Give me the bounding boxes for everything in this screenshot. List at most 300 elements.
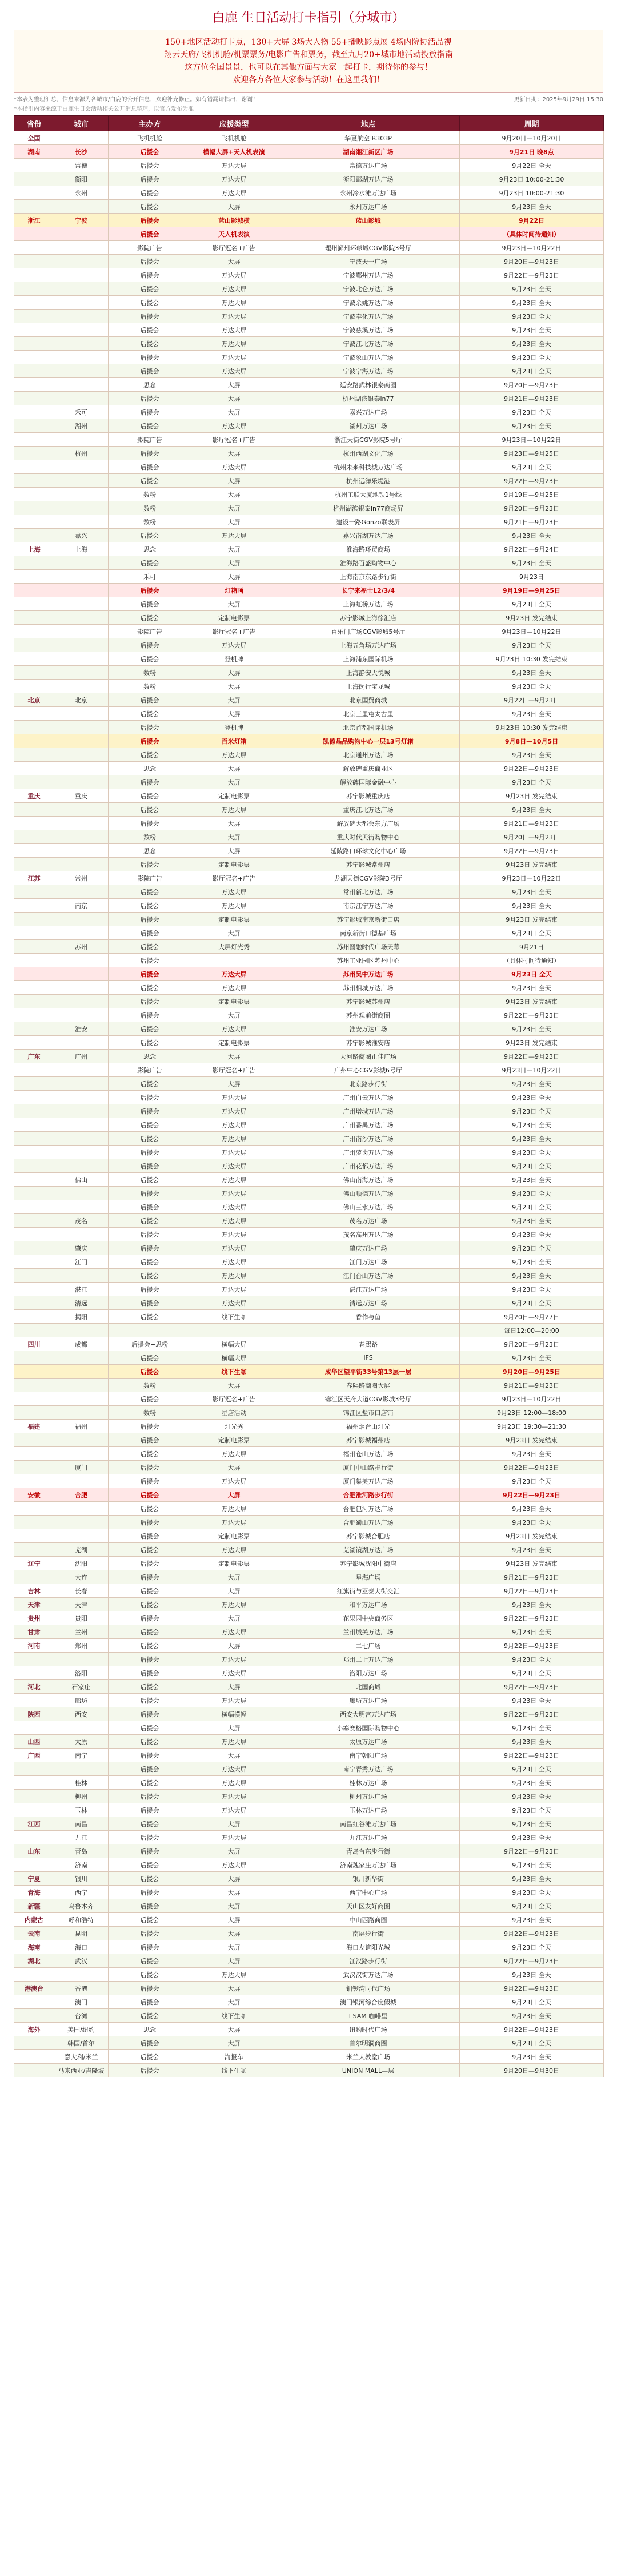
cell-province <box>14 323 54 337</box>
table-row <box>14 1762 604 1776</box>
cell-province <box>14 337 54 351</box>
cell-support-type: 大屏 <box>191 405 277 419</box>
cell-organizer: 后援会 <box>109 1844 191 1858</box>
cell-province <box>14 1296 54 1310</box>
cell-city <box>54 638 109 652</box>
cell-province <box>14 1433 54 1447</box>
cell-organizer: 后援会 <box>109 1296 191 1310</box>
cell-support-type: 万达大屏 <box>191 1653 277 1666</box>
cell-support-type: 大屏 <box>191 515 277 529</box>
cell-support-type: 万达大屏 <box>191 1173 277 1187</box>
cell-period: 9月19日—9月25日 <box>460 488 604 501</box>
cell-period: 9月22日—9月23日 <box>460 1584 604 1598</box>
cell-city: 永州 <box>54 186 109 200</box>
table-row <box>14 1008 604 1022</box>
cell-period: 9月23日 全天 <box>460 981 604 995</box>
cell-city <box>54 1159 109 1173</box>
cell-province <box>14 858 54 871</box>
cell-province <box>14 1721 54 1735</box>
cell-period: 9月23日 发完结束 <box>460 1036 604 1050</box>
cell-province <box>14 680 54 693</box>
cell-province <box>14 1104 54 1118</box>
cell-city <box>54 474 109 488</box>
cell-organizer: 后援会 <box>109 1721 191 1735</box>
cell-period: 9月23日 发完结束 <box>460 913 604 926</box>
cell-province <box>14 803 54 817</box>
cell-location: 福州烟台山灯光 <box>277 1420 460 1433</box>
cell-province <box>14 364 54 378</box>
cell-location: 常州新北万达广场 <box>277 885 460 899</box>
cell-organizer: 后援会 <box>109 913 191 926</box>
cell-location: 苏宁影城福州店 <box>277 1433 460 1447</box>
cell-city <box>54 734 109 748</box>
cell-organizer: 后援会 <box>109 1433 191 1447</box>
table-row <box>14 1694 604 1707</box>
cell-support-type: 万达大屏 <box>191 638 277 652</box>
cell-location: 广州白云万达广场 <box>277 1091 460 1104</box>
cell-period: 9月23日 全天 <box>460 419 604 433</box>
table-row <box>14 172 604 186</box>
cell-organizer: 后援会 <box>109 1570 191 1584</box>
cell-city: 嘉兴 <box>54 529 109 542</box>
cell-city: 江门 <box>54 1255 109 1269</box>
cell-organizer: 影院广告 <box>109 1063 191 1077</box>
cell-organizer: 后援会 <box>109 981 191 995</box>
cell-location: 合肥包河万达广场 <box>277 1502 460 1516</box>
cell-city: 芜湖 <box>54 1543 109 1557</box>
table-row <box>14 1776 604 1790</box>
table-row <box>14 1543 604 1557</box>
cell-support-type: 万达大屏 <box>191 1296 277 1310</box>
cell-support-type: 定制电影票 <box>191 611 277 625</box>
cell-city: 茂名 <box>54 1214 109 1228</box>
cell-support-type: 大屏 <box>191 693 277 707</box>
table-row <box>14 762 604 775</box>
cell-location: 芜湖镜湖万达广场 <box>277 1543 460 1557</box>
cell-organizer: 后援会 <box>109 1529 191 1543</box>
cell-period: 9月22日—9月23日 <box>460 1611 604 1625</box>
cell-period: 9月23日 全天 <box>460 1283 604 1296</box>
cell-period: 9月20日—9月23日 <box>460 830 604 844</box>
table-body <box>14 131 604 2077</box>
cell-city <box>54 296 109 310</box>
cell-support-type: 万达大屏 <box>191 1625 277 1639</box>
cell-period: 9月23日 全天 <box>460 1817 604 1831</box>
cell-city <box>54 1516 109 1529</box>
cell-city <box>54 954 109 967</box>
cell-province <box>14 268 54 282</box>
cell-location: 上海浦东国际机场 <box>277 652 460 666</box>
table-row <box>14 1351 604 1365</box>
cell-period: 9月23日—10月22日 <box>460 433 604 447</box>
cell-province <box>14 1968 54 1982</box>
cell-period: 9月23日 全天 <box>460 1598 604 1611</box>
cell-province <box>14 1283 54 1296</box>
cell-support-type: 大屏 <box>191 1721 277 1735</box>
cell-organizer: 后援会 <box>109 1077 191 1091</box>
cell-location: 苏州观前街商圈 <box>277 1008 460 1022</box>
cell-organizer: 后援会 <box>109 227 191 241</box>
cell-location: 郑州二七万达广场 <box>277 1653 460 1666</box>
cell-organizer: 影院广告 <box>109 871 191 885</box>
cell-province <box>14 378 54 392</box>
cell-support-type: 定制电影票 <box>191 1557 277 1570</box>
cell-location: 苏宁影城苏州店 <box>277 995 460 1008</box>
table-row <box>14 981 604 995</box>
table-row <box>14 1611 604 1625</box>
cell-period: 9月23日 全天 <box>460 1022 604 1036</box>
table-row <box>14 1283 604 1296</box>
table-row <box>14 858 604 871</box>
cell-organizer: 后援会 <box>109 351 191 364</box>
cell-province: 甘肃 <box>14 1625 54 1639</box>
cell-support-type: 大屏 <box>191 1008 277 1022</box>
cell-organizer: 思念 <box>109 762 191 775</box>
cell-support-type: 万达大屏 <box>191 1104 277 1118</box>
cell-province <box>14 1831 54 1844</box>
cell-support-type: 大屏 <box>191 1639 277 1653</box>
cell-location: 宁波鄞州万达广场 <box>277 268 460 282</box>
cell-province <box>14 1447 54 1461</box>
cell-city: 银川 <box>54 1872 109 1886</box>
cell-city: 昆明 <box>54 1927 109 1940</box>
table-row <box>14 145 604 159</box>
table-row <box>14 940 604 954</box>
table-row <box>14 447 604 460</box>
cell-city <box>54 858 109 871</box>
cell-city <box>54 1132 109 1146</box>
cell-province: 辽宁 <box>14 1557 54 1570</box>
cell-period: 9月23日 全天 <box>460 1625 604 1639</box>
cell-location: 湖州万达广场 <box>277 419 460 433</box>
cell-period: 9月23日 <box>460 570 604 584</box>
cell-city: 济南 <box>54 1858 109 1872</box>
table-row <box>14 378 604 392</box>
cell-city <box>54 1008 109 1022</box>
cell-location: 淮海路百盛购物中心 <box>277 556 460 570</box>
cell-period: 9月20日—9月23日 <box>460 255 604 268</box>
cell-period: 9月23日 全天 <box>460 1968 604 1982</box>
table-row <box>14 967 604 981</box>
cell-city: 美国/纽约 <box>54 2023 109 2036</box>
cell-province <box>14 1502 54 1516</box>
cell-city <box>54 967 109 981</box>
schedule-table <box>14 115 604 2077</box>
cell-location: 北京三里屯太古里 <box>277 707 460 721</box>
cell-location: 杭州工联大厦地铁1号线 <box>277 488 460 501</box>
table-row <box>14 1584 604 1598</box>
cell-city: 石家庄 <box>54 1680 109 1694</box>
cell-province: 云南 <box>14 1927 54 1940</box>
cell-period: 9月23日 全天 <box>460 1995 604 2009</box>
cell-support-type: 万达大屏 <box>191 1146 277 1159</box>
cell-location: 中山西路商圈 <box>277 1913 460 1927</box>
cell-support-type: 海报车 <box>191 2050 277 2064</box>
cell-location: 柳州万达广场 <box>277 1790 460 1803</box>
cell-city <box>54 1406 109 1420</box>
cell-organizer: 后援会 <box>109 1461 191 1474</box>
table-row <box>14 1159 604 1173</box>
table-row <box>14 1474 604 1488</box>
cell-location: 肇庆万达广场 <box>277 1241 460 1255</box>
cell-province <box>14 899 54 913</box>
cell-city <box>54 337 109 351</box>
cell-support-type: 大屏 <box>191 501 277 515</box>
cell-organizer: 后援会 <box>109 1214 191 1228</box>
cell-province <box>14 1200 54 1214</box>
cell-organizer: 禾可 <box>109 570 191 584</box>
cell-city: 宁波 <box>54 214 109 227</box>
cell-location: 清远万达广场 <box>277 1296 460 1310</box>
cell-location: 北京路步行街 <box>277 1077 460 1091</box>
cell-organizer: 后援会 <box>109 611 191 625</box>
cell-support-type: 大屏 <box>191 1488 277 1502</box>
cell-support-type: 万达大屏 <box>191 1803 277 1817</box>
cell-organizer: 后援会 <box>109 1187 191 1200</box>
cell-period: 9月23日 全天 <box>460 748 604 762</box>
cell-period: 9月23日 19:30—21:30 <box>460 1420 604 1433</box>
cell-organizer: 后援会 <box>109 1666 191 1680</box>
cell-support-type: 灯箱画 <box>191 584 277 597</box>
cell-organizer: 后援会 <box>109 1954 191 1968</box>
cell-city: 衡阳 <box>54 172 109 186</box>
cell-organizer: 数粉 <box>109 1406 191 1420</box>
cell-period: 9月22日—9月23日 <box>460 1954 604 1968</box>
cell-city <box>54 323 109 337</box>
cell-organizer: 后援会 <box>109 310 191 323</box>
cell-location: 苏宁影城常州店 <box>277 858 460 871</box>
cell-city: 合肥 <box>54 1488 109 1502</box>
cell-support-type: 万达大屏 <box>191 1735 277 1749</box>
cell-province <box>14 1543 54 1557</box>
cell-support-type: 万达大屏 <box>191 1118 277 1132</box>
cell-organizer: 后援会 <box>109 447 191 460</box>
cell-support-type: 影厅冠名+广告 <box>191 871 277 885</box>
meta-bar <box>14 96 603 104</box>
cell-province <box>14 1228 54 1241</box>
cell-city <box>54 488 109 501</box>
cell-organizer: 后援会 <box>109 529 191 542</box>
cell-location: 南京新街口德基广场 <box>277 926 460 940</box>
cell-support-type: 横幅大屏 <box>191 1337 277 1351</box>
update-date: 更新日期：2025年9月29日 15:30 <box>514 97 603 103</box>
table-row <box>14 1433 604 1447</box>
table-row <box>14 638 604 652</box>
table-row <box>14 159 604 172</box>
cell-support-type: 大屏 <box>191 556 277 570</box>
cell-province <box>14 1159 54 1173</box>
table-row <box>14 2023 604 2036</box>
cell-period: 9月22日—9月23日 <box>460 762 604 775</box>
cell-city: 兰州 <box>54 1625 109 1639</box>
cell-province <box>14 392 54 405</box>
table-row <box>14 1063 604 1077</box>
cell-organizer: 后援会 <box>109 1241 191 1255</box>
table-row <box>14 899 604 913</box>
cell-province <box>14 200 54 214</box>
cell-organizer: 后援会 <box>109 200 191 214</box>
table-row <box>14 1940 604 1954</box>
table-row <box>14 1200 604 1214</box>
cell-support-type: 大屏 <box>191 1749 277 1762</box>
table-row <box>14 1721 604 1735</box>
cell-support-type <box>191 954 277 967</box>
cell-organizer: 思念 <box>109 542 191 556</box>
cell-organizer: 后援会 <box>109 1995 191 2009</box>
cell-period: 9月23日 全天 <box>460 405 604 419</box>
cell-city <box>54 1392 109 1406</box>
cell-location: 苏宁影城重庆店 <box>277 789 460 803</box>
cell-city <box>54 1653 109 1666</box>
cell-period: 9月23日 全天 <box>460 296 604 310</box>
cell-province <box>14 1091 54 1104</box>
cell-period: 9月20日—9月23日 <box>460 378 604 392</box>
cell-period: 9月23日 全天 <box>460 1159 604 1173</box>
cell-organizer: 后援会 <box>109 159 191 172</box>
cell-province <box>14 1077 54 1091</box>
cell-province <box>14 666 54 680</box>
cell-location: 南宁朝阳广场 <box>277 1749 460 1762</box>
cell-province <box>14 995 54 1008</box>
cell-support-type: 大屏 <box>191 1886 277 1899</box>
cell-province <box>14 954 54 967</box>
cell-province <box>14 447 54 460</box>
cell-organizer: 后援会 <box>109 1351 191 1365</box>
cell-support-type: 大屏 <box>191 597 277 611</box>
cell-support-type: 登机牌 <box>191 652 277 666</box>
cell-support-type: 万达大屏 <box>191 1022 277 1036</box>
cell-support-type: 大屏 <box>191 1913 277 1927</box>
cell-location: 理州鄞州环球城CGV影院3号厅 <box>277 241 460 255</box>
cell-period: 9月23日 全天 <box>460 1694 604 1707</box>
cell-city: 淮安 <box>54 1022 109 1036</box>
cell-period: 9月23日 10:00-21:30 <box>460 186 604 200</box>
cell-organizer: 后援会 <box>109 1913 191 1927</box>
table-row <box>14 721 604 734</box>
cell-support-type: 万达大屏 <box>191 1132 277 1146</box>
cell-period: 9月23日 全天 <box>460 775 604 789</box>
table-row <box>14 1831 604 1844</box>
cell-city <box>54 1324 109 1337</box>
cell-support-type: 定制电影票 <box>191 1036 277 1050</box>
cell-province: 河南 <box>14 1639 54 1653</box>
cell-province <box>14 1406 54 1420</box>
cell-organizer: 后援会 <box>109 817 191 830</box>
cell-support-type: 大屏 <box>191 2023 277 2036</box>
cell-province: 宁夏 <box>14 1872 54 1886</box>
table-row <box>14 1146 604 1159</box>
cell-organizer: 后援会 <box>109 1968 191 1982</box>
cell-city: 洛阳 <box>54 1666 109 1680</box>
cell-province <box>14 707 54 721</box>
cell-support-type: 万达大屏 <box>191 1666 277 1680</box>
table-row <box>14 488 604 501</box>
cell-period: 9月22日—9月23日 <box>460 1050 604 1063</box>
cell-location: 苏州圆融时代广场天幕 <box>277 940 460 954</box>
cell-location: 宁波宁海万达广场 <box>277 364 460 378</box>
cell-organizer: 后援会 <box>109 1680 191 1694</box>
cell-period: 9月23日 全天 <box>460 1543 604 1557</box>
cell-organizer: 后援会 <box>109 2036 191 2050</box>
cell-period: 9月23日 全天 <box>460 1721 604 1735</box>
cell-location: 香作与鱼 <box>277 1310 460 1324</box>
cell-organizer: 后援会 <box>109 693 191 707</box>
cell-support-type: 万达大屏 <box>191 351 277 364</box>
cell-support-type: 大屏 <box>191 707 277 721</box>
table-row <box>14 1392 604 1406</box>
cell-city <box>54 282 109 296</box>
cell-location: 佛山顺德万达广场 <box>277 1187 460 1200</box>
cell-city <box>54 995 109 1008</box>
table-row <box>14 1036 604 1050</box>
cell-support-type: 大屏 <box>191 844 277 858</box>
cell-location: 和平万达广场 <box>277 1598 460 1611</box>
cell-support-type: 星店活动 <box>191 1406 277 1420</box>
cell-province <box>14 1653 54 1666</box>
cell-organizer: 后援会 <box>109 556 191 570</box>
cell-city <box>54 762 109 775</box>
table-row <box>14 1516 604 1529</box>
table-row <box>14 1707 604 1721</box>
cell-location: 广州花都万达广场 <box>277 1159 460 1173</box>
cell-location: 广州中心CGV影城6号厅 <box>277 1063 460 1077</box>
cell-location: 澳门银河综合度假城 <box>277 1995 460 2009</box>
cell-period: 9月21日 晚8点 <box>460 145 604 159</box>
cell-support-type: 定制电影票 <box>191 789 277 803</box>
cell-period: 9月23日 全天 <box>460 556 604 570</box>
cell-province <box>14 529 54 542</box>
cell-location: 解放碑大都会东方广场 <box>277 817 460 830</box>
cell-organizer: 后援会 <box>109 1982 191 1995</box>
cell-city: 常州 <box>54 871 109 885</box>
cell-support-type: 大屏 <box>191 488 277 501</box>
cell-province <box>14 748 54 762</box>
cell-province <box>14 1255 54 1269</box>
cell-city: 苏州 <box>54 940 109 954</box>
cell-province <box>14 159 54 172</box>
cell-period: 9月23日 全天 <box>460 885 604 899</box>
cell-location: 湛江万达广场 <box>277 1283 460 1296</box>
cell-province: 新疆 <box>14 1899 54 1913</box>
cell-province <box>14 433 54 447</box>
cell-location: 天河路商圈正佳广场 <box>277 1050 460 1063</box>
cell-support-type: 影厅冠名+广告 <box>191 433 277 447</box>
cell-period: 9月23日 全天 <box>460 926 604 940</box>
intro-line: 这方位全国景景，也可以在其他方面与大家一起打卡，期待你的参与！ <box>185 63 432 72</box>
table-row <box>14 1817 604 1831</box>
cell-city <box>54 364 109 378</box>
cell-period: 9月23日 全天 <box>460 1118 604 1132</box>
cell-period: 9月23日 全天 <box>460 1104 604 1118</box>
cell-period: 9月23日 全天 <box>460 1872 604 1886</box>
cell-organizer: 后援会 <box>109 1132 191 1146</box>
table-row <box>14 693 604 707</box>
table-row <box>14 542 604 556</box>
cell-organizer: 后援会 <box>109 1420 191 1433</box>
cell-organizer: 后援会 <box>109 2064 191 2077</box>
cell-support-type: 万达大屏 <box>191 1255 277 1269</box>
cell-city: 大连 <box>54 1570 109 1584</box>
cell-city: 呼和浩特 <box>54 1913 109 1927</box>
cell-province: 港澳台 <box>14 1982 54 1995</box>
cell-period: 9月23日 发完结束 <box>460 789 604 803</box>
cell-period: 9月23日 全天 <box>460 529 604 542</box>
cell-organizer: 影院广告 <box>109 241 191 255</box>
table-row <box>14 1406 604 1420</box>
cell-support-type: 万达大屏 <box>191 1269 277 1283</box>
table-row <box>14 830 604 844</box>
cell-organizer: 后援会 <box>109 419 191 433</box>
